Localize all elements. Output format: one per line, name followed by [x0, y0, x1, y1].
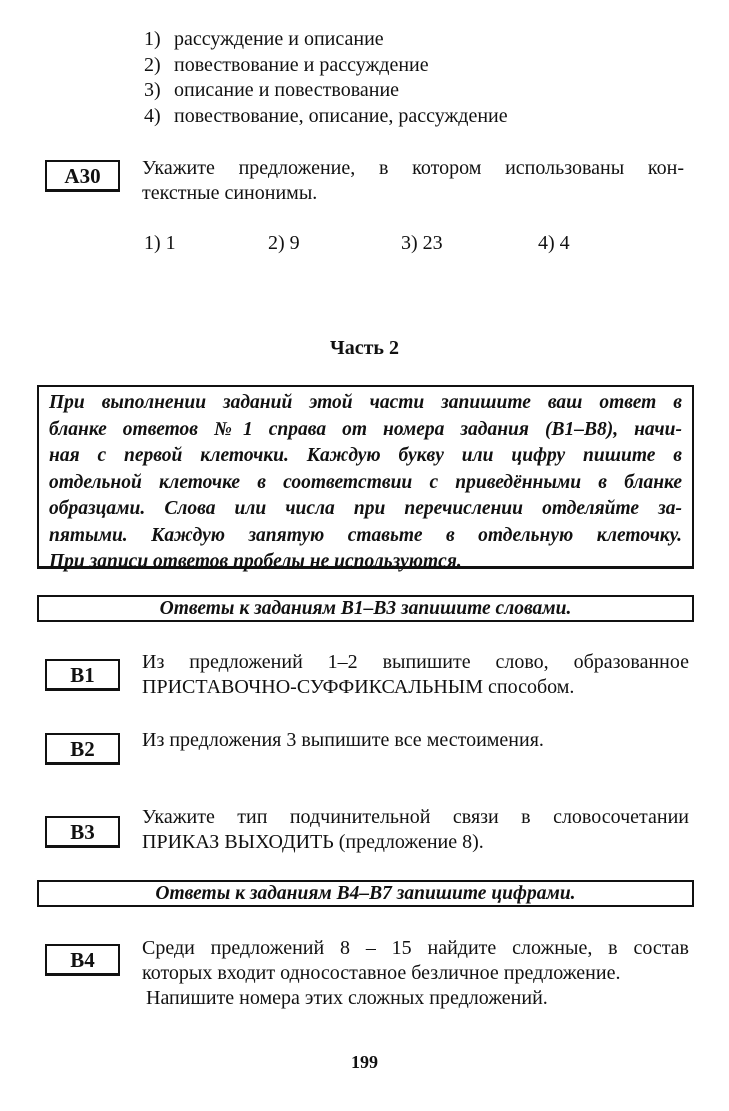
task-b4-line-3: Напишите номера этих сложных предложений. — [146, 987, 548, 1009]
task-b4-text — [142, 936, 689, 1011]
option-4: 4) повествование, описание, рассуждение — [144, 104, 508, 127]
task-b1-text — [142, 650, 689, 700]
instruction-box — [37, 385, 694, 572]
instruction-line: образцами. Слова или числа при перечислении отделяйте за- — [49, 498, 682, 519]
instruction-line: пятыми. Каждую запятую ставьте в отдельную клеточку. — [49, 524, 682, 546]
answer-options-list — [144, 27, 508, 129]
option-1: 1) рассуждение и описание — [144, 28, 384, 50]
section-banner-b1-b3: Ответы к заданиям В1–В3 запишите словами. — [37, 595, 694, 622]
task-label-b2: В2 — [45, 733, 120, 765]
task-b2-line-1: Из предложения 3 выпишите все местоимения. — [142, 729, 544, 751]
task-b1-line-2: ПРИСТАВОЧНО-СУФФИКСАЛЬНЫМ способом. — [142, 676, 575, 698]
task-a30-line-2: текстные синонимы. — [142, 182, 318, 204]
task-label-b1: В1 — [45, 659, 120, 691]
task-a30-text — [142, 156, 684, 206]
task-b1-line-1: Из предложений 1–2 выпишите слово, образованное — [142, 651, 689, 673]
task-b4-line-1: Среди предложений 8 – 15 найдите сложные, в состав — [142, 937, 689, 959]
task-label-a30: А30 — [45, 160, 120, 192]
task-a30-answers — [144, 232, 614, 258]
instruction-line: При выполнении заданий этой части запишите ваш ответ в — [49, 392, 682, 413]
task-a30-line-1: Укажите предложение, в котором использованы кон- — [142, 157, 684, 179]
answer-1: 1) 1 — [144, 232, 176, 254]
task-label-b3: В3 — [45, 816, 120, 848]
answer-3: 3) 23 — [401, 232, 443, 254]
option-3: 3) описание и повествование — [144, 79, 400, 101]
task-label-b4: В4 — [45, 944, 120, 976]
task-b3-line-2: ПРИКАЗ ВЫХОДИТЬ (предложение 8). — [142, 831, 484, 853]
section-banner-b4-b7: Ответы к заданиям В4–В7 запишите цифрами. — [37, 880, 694, 907]
instruction-line: отдельной клеточке в соответствии с приведёнными в бланке — [49, 471, 682, 493]
answer-4: 4) 4 — [538, 232, 570, 254]
task-b4-line-2: которых входит односоставное безличное предложение. — [142, 962, 621, 984]
task-b3-text — [142, 805, 689, 855]
task-b2-text — [142, 728, 689, 753]
instruction-line: бланке ответов №1 справа от номера задания (В1–В8), начи- — [49, 418, 682, 440]
page-number: 199 — [351, 1052, 378, 1072]
part-title: Часть 2 — [330, 337, 399, 359]
task-b3-line-1: Укажите тип подчинительной связи в словосочетании — [142, 806, 689, 828]
option-2: 2) повествование и рассуждение — [144, 53, 429, 76]
instruction-line: ная с первой клеточки. Каждую букву или цифру пишите в — [49, 445, 682, 466]
instruction-line: При записи ответов пробелы не используются. — [49, 551, 462, 572]
answer-2: 2) 9 — [268, 232, 300, 254]
